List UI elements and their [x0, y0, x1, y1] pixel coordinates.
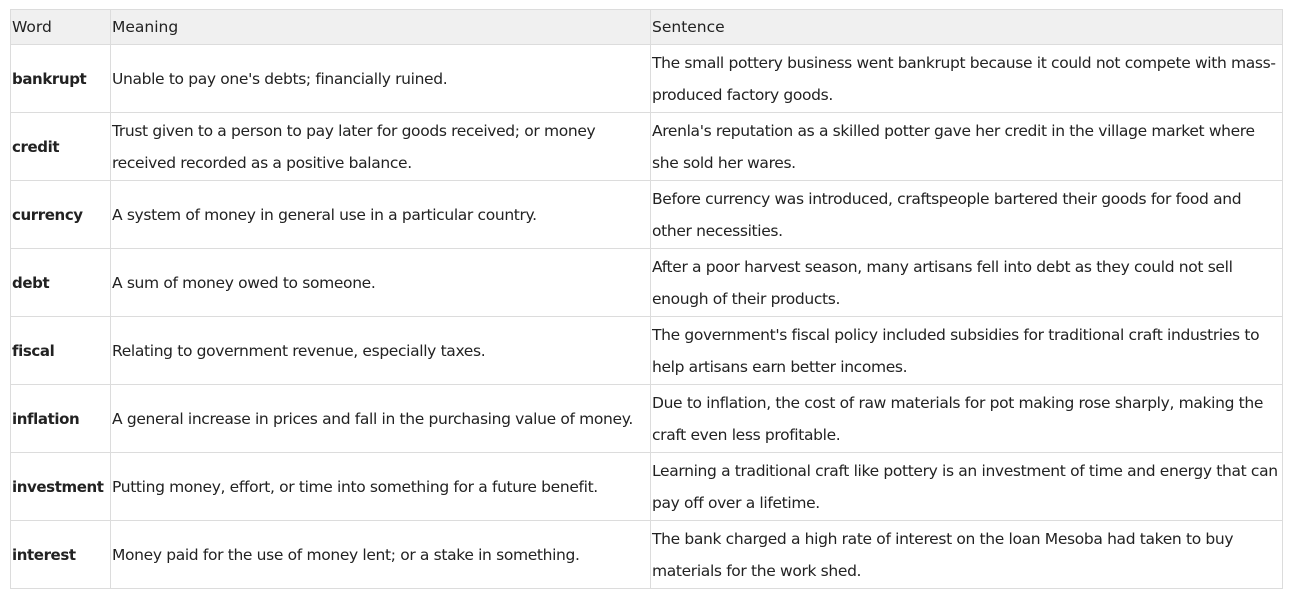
word-cell: credit: [11, 113, 111, 181]
meaning-cell: A general increase in prices and fall in the purchasing value of money.: [111, 385, 651, 453]
sentence-cell: Due to inflation, the cost of raw materials for pot making rose sharply, making the craft even less profitable.: [651, 385, 1283, 453]
word-cell: bankrupt: [11, 45, 111, 113]
header-row: [11, 10, 1283, 45]
meaning-cell: Putting money, effort, or time into something for a future benefit.: [111, 453, 651, 521]
table-row: [11, 317, 1283, 385]
table-header: [11, 10, 1283, 45]
meaning-cell: A system of money in general use in a particular country.: [111, 181, 651, 249]
table-row: [11, 385, 1283, 453]
table-row: [11, 181, 1283, 249]
sentence-cell: The bank charged a high rate of interest on the loan Mesoba had taken to buy materials for the work shed.: [651, 521, 1283, 589]
word-cell: debt: [11, 249, 111, 317]
word-cell: currency: [11, 181, 111, 249]
table-row: [11, 521, 1283, 589]
table-row: [11, 249, 1283, 317]
word-cell: interest: [11, 521, 111, 589]
meaning-cell: Unable to pay one's debts; financially ruined.: [111, 45, 651, 113]
sentence-cell: Before currency was introduced, craftspeople bartered their goods for food and other necessities.: [651, 181, 1283, 249]
vocabulary-table-container: [10, 9, 1283, 589]
table-row: [11, 453, 1283, 521]
sentence-cell: After a poor harvest season, many artisans fell into debt as they could not sell enough of their products.: [651, 249, 1283, 317]
header-meaning: Meaning: [111, 10, 651, 45]
word-cell: investment: [11, 453, 111, 521]
sentence-cell: Arenla's reputation as a skilled potter gave her credit in the village market where she sold her wares.: [651, 113, 1283, 181]
meaning-cell: A sum of money owed to someone.: [111, 249, 651, 317]
header-word: Word: [11, 10, 111, 45]
meaning-cell: Trust given to a person to pay later for goods received; or money received recorded as a positive balance.: [111, 113, 651, 181]
word-cell: fiscal: [11, 317, 111, 385]
word-cell: inflation: [11, 385, 111, 453]
header-sentence: Sentence: [651, 10, 1283, 45]
sentence-cell: The small pottery business went bankrupt because it could not compete with mass-produced factory goods.: [651, 45, 1283, 113]
sentence-cell: The government's fiscal policy included subsidies for traditional craft industries to help artisans earn better incomes.: [651, 317, 1283, 385]
meaning-cell: Relating to government revenue, especially taxes.: [111, 317, 651, 385]
sentence-cell: Learning a traditional craft like pottery is an investment of time and energy that can pay off over a lifetime.: [651, 453, 1283, 521]
table-body: [11, 45, 1283, 589]
table-row: [11, 113, 1283, 181]
table-row: [11, 45, 1283, 113]
vocabulary-table: [10, 9, 1283, 589]
meaning-cell: Money paid for the use of money lent; or a stake in something.: [111, 521, 651, 589]
